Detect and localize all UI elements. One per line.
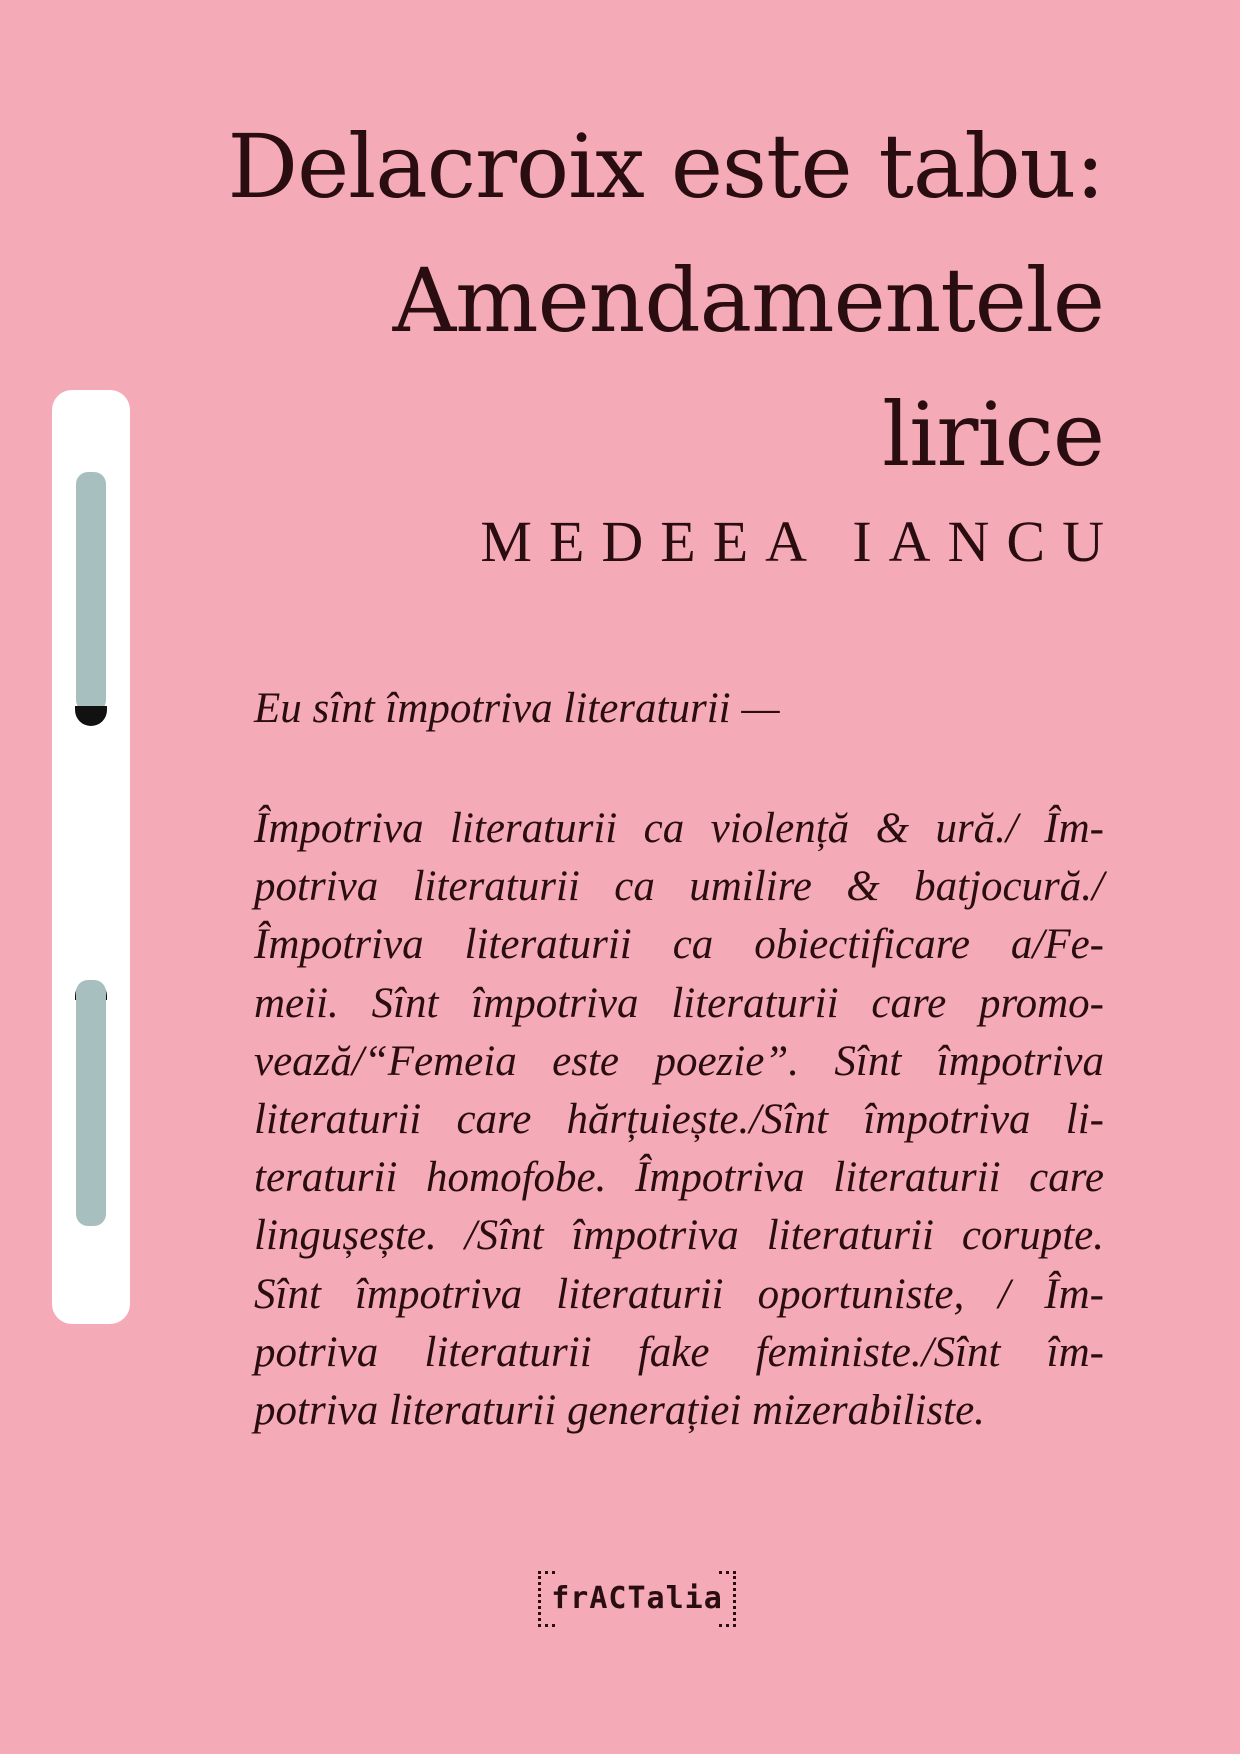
manifesto-line: lingușește. /Sînt împotriva literaturii corupte. — [254, 1212, 1104, 1260]
title-line-2: Amendamentele — [392, 249, 1104, 352]
title-line-3: lirice — [882, 383, 1104, 486]
logo-bracket-left — [538, 1571, 555, 1627]
logo-bracket-right — [719, 1571, 736, 1627]
epigraph: Eu sînt împotriva literaturii — — [254, 685, 780, 732]
scroll-knob-top[interactable] — [75, 706, 107, 726]
publisher-logo-icon — [538, 1571, 736, 1625]
author-name: MEDEEA IANCU — [480, 509, 1121, 574]
manifesto-line: potriva literaturii ca umilire & batjocură./ — [254, 863, 1104, 911]
manifesto-line: literaturii care hărțuiește./Sînt împotriva li- — [254, 1095, 1104, 1143]
scroll-thumb-top[interactable] — [76, 472, 106, 712]
manifesto-text — [254, 800, 1104, 1440]
publisher-logo-text: frACTalia — [551, 1580, 723, 1616]
manifesto-line: potriva literaturii generației mizerabiliste. — [254, 1386, 985, 1434]
manifesto-line: potriva literaturii fake feministe./Sînt îm- — [254, 1328, 1104, 1376]
manifesto-line: vează/“Femeia este poezie”. Sînt împotriva — [254, 1037, 1104, 1085]
manifesto-line: meii. Sînt împotriva literaturii care promo- — [254, 979, 1104, 1027]
manifesto-line: teraturii homofobe. Împotriva literaturii care — [254, 1154, 1104, 1202]
manifesto-line: Împotriva literaturii ca obiectificare a/Fe- — [254, 921, 1104, 969]
scroll-thumb-bottom[interactable] — [76, 980, 106, 1226]
title-line-1: Delacroix este tabu: — [227, 115, 1104, 218]
manifesto-line: Sînt împotriva literaturii oportuniste, / Îm- — [254, 1270, 1104, 1318]
book-title — [104, 100, 1104, 502]
vertical-scrollbar-icon[interactable] — [52, 390, 130, 1324]
manifesto-line: Împotriva literaturii ca violență & ură./ Îm- — [254, 805, 1104, 852]
